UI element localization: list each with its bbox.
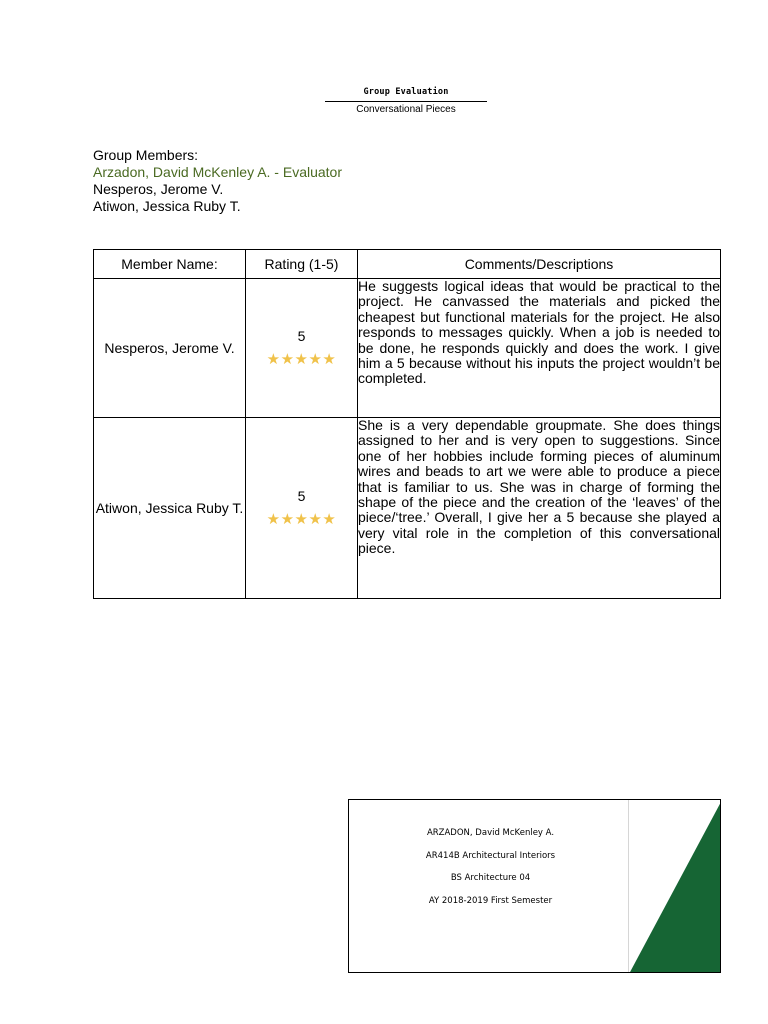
star-rating-icon: ★★★★★ [266,511,337,528]
member-name-cell: Nesperos, Jerome V. [94,279,246,418]
star-rating-icon: ★★★★★ [266,351,337,368]
card-student-name: ARZADON, David McKenley A. [426,828,555,838]
card-text-block [349,828,632,918]
card-program: BS Architecture 04 [450,873,531,883]
column-header-rating: Rating (1-5) [246,250,358,279]
rating-value: 5 [297,328,306,344]
card-course: AR414B Architectural Interiors [425,850,556,861]
header-divider [325,101,487,102]
document-title: Group Evaluation [363,87,449,97]
comment-cell: She is a very dependable groupmate. She does things assigned to her and is very open to suggestions. Since one of her hobbies include forming pieces of aluminum wires and beads to art we were able to produce a piece that is familiar to us. She was in charge of forming the shape of the piece and the creation of the ‘leaves’ of the piece/‘tree.’ Overall, I give her a 5 because she played a very vital role in the completion of this conversational piece. [358,418,721,599]
column-header-member-name: Member Name: [94,250,246,279]
table-row [94,279,721,418]
student-id-card [348,799,721,973]
member-name: Nesperos, Jerome V. [93,181,224,197]
column-header-comments: Comments/Descriptions [358,250,721,279]
table-header-row [94,250,721,279]
card-academic-year: AY 2018-2019 First Semester [428,895,553,906]
green-triangle-decoration [629,800,721,973]
group-members-heading: Group Members: [93,147,199,163]
comment-cell: He suggests logical ideas that would be practical to the project. He canvassed the materials and picked the cheapest but functional materials for the project. He also responds to messages quickly. When a job is needed to be done, he responds quickly and does the work. I give him a 5 because without his inputs the project wouldn’t be completed. [358,279,721,418]
table-row [94,418,721,599]
rating-cell [246,418,358,599]
group-members [93,147,342,215]
member-name: Atiwon, Jessica Ruby T. [93,198,241,214]
evaluator-name: Arzadon, David McKenley A. - Evaluator [93,164,343,180]
evaluation-table [93,249,721,599]
rating-value: 5 [297,488,306,504]
document-header [325,86,487,116]
document-subtitle: Conversational Pieces [356,104,456,115]
member-name-cell: Atiwon, Jessica Ruby T. [94,418,246,599]
rating-cell [246,279,358,418]
